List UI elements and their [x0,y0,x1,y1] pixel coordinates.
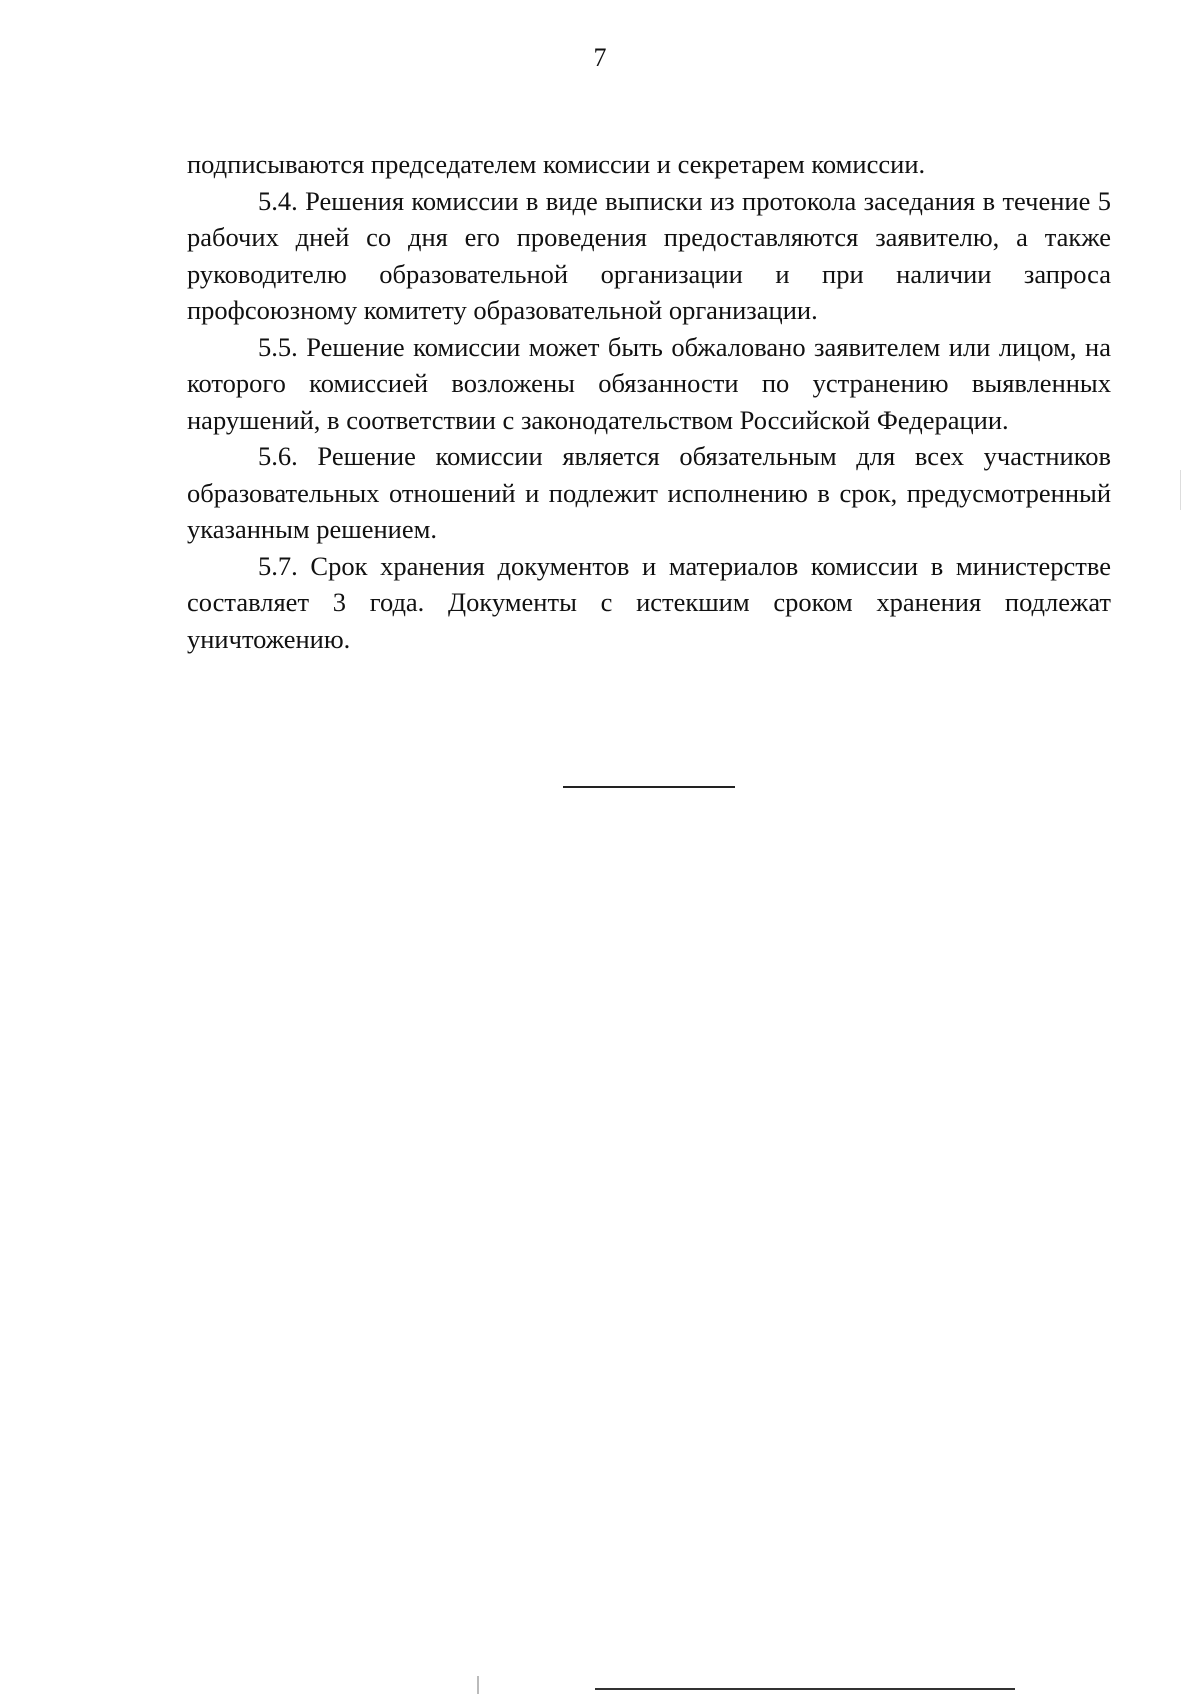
paragraph-5-6: 5.6. Решение комиссии является обязательным для всех участников образовательных отношений и подлежит исполнению в срок, предусмотренный указанным решением. [187,441,1111,544]
paragraph-5-4: 5.4. Решения комиссии в виде выписки из протокола заседания в течение 5 рабочих дней со дня его проведения предоставляются заявителю, а также руководителю образовательной организации и при наличии запроса профсоюзному комитету образовательной организации. [187,185,1111,325]
scan-margin-speck [1180,470,1181,510]
scan-artifact-tick [477,1676,479,1694]
page-number: 7 [593,43,607,72]
end-of-text-rule [563,786,735,788]
paragraph-5-7: 5.7. Срок хранения документов и материалов комиссии в министерстве составляет 3 года. Документы с истекшим сроком хранения подлежат уничтожению. [187,550,1111,654]
scan-artifact-rule [595,1688,1015,1690]
paragraph-5-5: 5.5. Решение комиссии может быть обжаловано заявителем или лицом, на которого комиссией возложены обязанности по устранению выявленных нарушений, в соответствии с законодательством Российской Федерации. [187,331,1111,435]
paragraph-continuation: подписываются председателем комиссии и секретарем комиссии. [187,149,926,179]
document-body [187,146,1111,657]
